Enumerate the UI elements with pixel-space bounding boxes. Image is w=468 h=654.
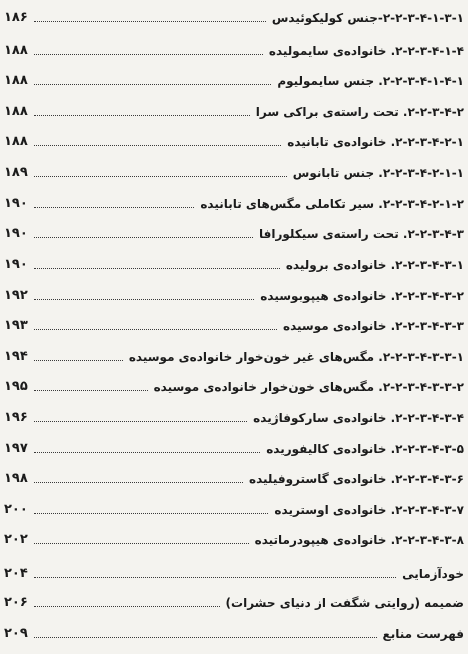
dot-leader xyxy=(34,542,249,544)
entry-page-number: ۱۸۸ xyxy=(4,43,28,58)
entry-title: ۲-۲-۳-۴-۲-۱-۲. سیر تکاملی مگس‌های تابانیده xyxy=(200,197,464,211)
entry-page-number: ۱۹۷ xyxy=(4,441,28,456)
entry-title: ۲-۲-۳-۴-۳-۳-۱. مگس‌های غیر خون‌خوار خانواده‌ی موسیده xyxy=(128,350,464,364)
dot-leader xyxy=(34,605,220,607)
entry-title: ۲-۲-۳-۴-۲. تحت راسته‌ی براکی سرا xyxy=(255,105,464,119)
entry-title: ۲-۲-۳-۴-۳-۷. خانواده‌ی اوستریده xyxy=(274,503,464,517)
toc-entry-biting-muscidae xyxy=(0,369,468,395)
toc-entry-simuliidae xyxy=(0,33,468,59)
dot-leader xyxy=(34,175,287,177)
toc-entry-sarcophagidae xyxy=(0,400,468,426)
entry-page-number: ۲۰۲ xyxy=(4,532,28,547)
entry-page-number: ۱۹۸ xyxy=(4,471,28,486)
dot-leader xyxy=(34,236,253,238)
entry-title: ۲-۲-۳-۴-۳-۱. خانواده‌ی برولیده xyxy=(285,258,464,272)
entry-page-number: ۱۸۶ xyxy=(4,10,28,25)
entry-title: ۲-۲-۳-۴-۳-۶. خانواده‌ی گاستروفیلیده xyxy=(249,472,464,486)
toc-entry-self-assessment xyxy=(0,556,468,582)
entry-title: ۲-۲-۳-۴-۱-۳-۱-جنس کولیکوئیدس xyxy=(271,11,464,25)
entry-page-number: ۱۹۳ xyxy=(4,318,28,333)
dot-leader xyxy=(34,53,263,55)
toc-entry-oestridae xyxy=(0,492,468,518)
entry-title: فهرست منابع xyxy=(382,627,464,641)
toc-entry-brachycera xyxy=(0,94,468,120)
toc-entry-calliphoridae xyxy=(0,431,468,457)
dot-leader xyxy=(34,83,272,85)
entry-page-number: ۱۸۸ xyxy=(4,73,28,88)
dot-leader xyxy=(34,144,281,146)
entry-page-number: ۱۹۰ xyxy=(4,196,28,211)
entry-page-number: ۱۹۴ xyxy=(4,349,28,364)
dot-leader xyxy=(34,206,195,208)
entry-page-number: ۱۹۰ xyxy=(4,226,28,241)
dot-leader xyxy=(34,636,377,638)
toc-entry-hippoboscidae xyxy=(0,278,468,304)
entry-title: ۲-۲-۳-۴-۳-۳. خانواده‌ی موسیده xyxy=(283,319,464,333)
toc-entry-tabanus xyxy=(0,155,468,181)
entry-page-number: ۲۰۹ xyxy=(4,626,28,641)
toc-entry-tabanidae xyxy=(0,124,468,150)
entry-title: ۲-۲-۳-۴-۱-۴. خانواده‌ی سایمولیده xyxy=(268,44,464,58)
dot-leader xyxy=(34,328,277,330)
entry-page-number: ۲۰۶ xyxy=(4,595,28,610)
entry-title: ۲-۲-۳-۴-۳-۴. خانواده‌ی سارکوفاژیده xyxy=(253,411,464,425)
entry-title: ۲-۲-۳-۴-۳-۵. خانواده‌ی کالیفوریده xyxy=(266,442,464,456)
dot-leader xyxy=(34,512,269,514)
dot-leader xyxy=(34,451,260,453)
toc-entry-muscidae xyxy=(0,308,468,334)
toc-entry-appendix xyxy=(0,585,468,611)
entry-title: ۲-۲-۳-۴-۳-۳-۲. مگس‌های خون‌خوار خانواده‌ی موسیده xyxy=(153,380,464,394)
dot-leader xyxy=(34,114,250,116)
entry-page-number: ۱۸۹ xyxy=(4,165,28,180)
entry-page-number: ۱۸۸ xyxy=(4,104,28,119)
dot-leader xyxy=(34,576,396,578)
toc-entry-braulidae xyxy=(0,247,468,273)
dot-leader xyxy=(34,481,243,483)
entry-title: ۲-۲-۳-۴-۱-۴-۱. جنس سایمولیوم xyxy=(277,74,464,88)
toc-entry-cyclorrhapha xyxy=(0,216,468,242)
toc-entry-nonbiting-muscidae xyxy=(0,339,468,365)
entry-page-number: ۲۰۴ xyxy=(4,566,28,581)
toc-entry-simulium xyxy=(0,63,468,89)
entry-page-number: ۱۹۰ xyxy=(4,257,28,272)
entry-title: ۲-۲-۳-۴-۲-۱. خانواده‌ی تابانیده xyxy=(287,135,464,149)
toc-entry-kolikoides xyxy=(0,0,468,26)
entry-title: ۲-۲-۳-۴-۳. تحت راسته‌ی سیکلورافا xyxy=(259,227,464,241)
dot-leader xyxy=(34,20,266,22)
dot-leader xyxy=(34,267,280,269)
entry-page-number: ۱۹۵ xyxy=(4,379,28,394)
toc-entry-references xyxy=(0,616,468,642)
dot-leader xyxy=(34,420,247,422)
toc-entry-gasterophilidae xyxy=(0,461,468,487)
toc-entry-hypodermatidae xyxy=(0,522,468,548)
dot-leader xyxy=(34,389,148,391)
entry-title: خودآزمایی xyxy=(402,567,464,581)
entry-title: ۲-۲-۳-۴-۲-۱-۱. جنس تابانوس xyxy=(292,166,464,180)
entry-title: ضمیمه (روایتی شگفت از دنیای حشرات) xyxy=(225,596,464,610)
dot-leader xyxy=(34,298,254,300)
entry-page-number: ۱۹۲ xyxy=(4,288,28,303)
entry-page-number: ۲۰۰ xyxy=(4,502,28,517)
entry-title: ۲-۲-۳-۴-۳-۲. خانواده‌ی هیپوبوسیده xyxy=(260,289,464,303)
toc-entry-tabanidae-lifecycle xyxy=(0,186,468,212)
entry-page-number: ۱۸۸ xyxy=(4,134,28,149)
dot-leader xyxy=(34,359,123,361)
entry-title: ۲-۲-۳-۴-۳-۸. خانواده‌ی هیپودرماتیده xyxy=(254,533,464,547)
entry-page-number: ۱۹۶ xyxy=(4,410,28,425)
